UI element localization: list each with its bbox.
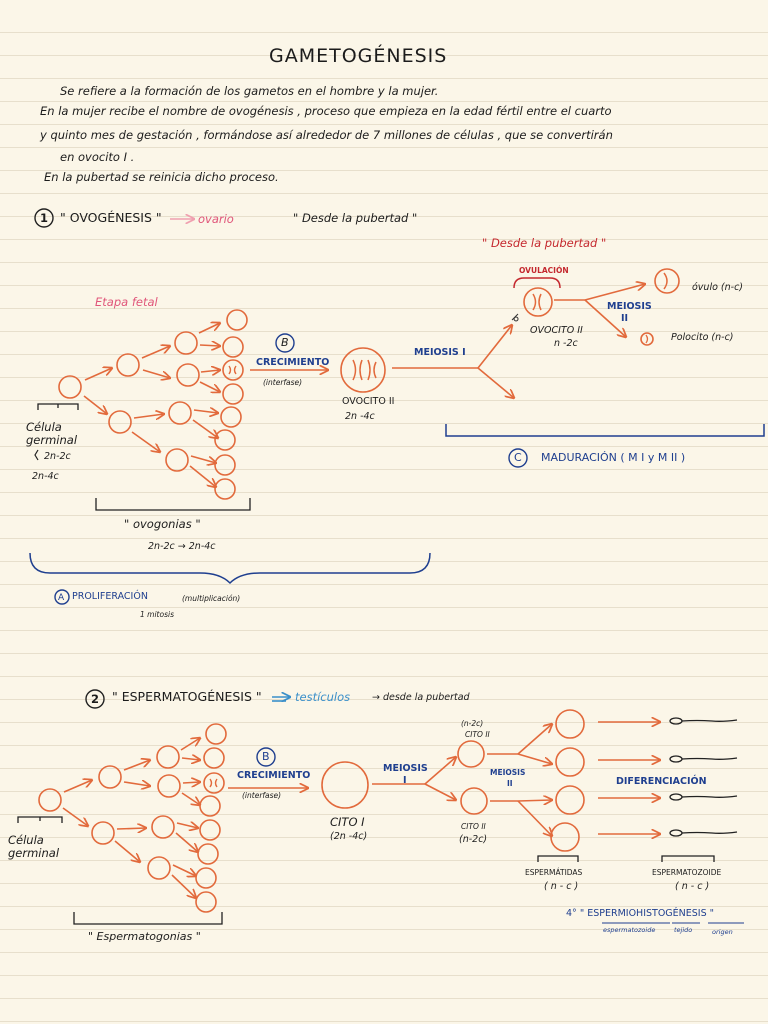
- spermatid-label: ESPERMÁTIDAS: [525, 868, 583, 877]
- testiculos-label: testículos: [295, 690, 351, 704]
- meiosis-1-label: MEIOSIS: [383, 763, 428, 774]
- intro-line: En la mujer recibe el nombre de ovogénesis , proceso que empieza en la edad fértil entre el cuarto: [40, 104, 612, 118]
- ovocyte-2: [524, 288, 552, 316]
- intro-line: Se refiere a la formación de los gametos en el hombre y la mujer.: [60, 84, 439, 98]
- ovulation-label: OVULACIÓN: [519, 266, 569, 275]
- ovocyte-1-ploidy: 2n -4c: [345, 411, 375, 422]
- ovocyte-1-label: OVOCITO II: [342, 396, 395, 407]
- spermatid-ploidy: ( n - c ): [544, 881, 579, 892]
- oogonia-cell: [223, 337, 243, 357]
- spermatozoon: [670, 718, 682, 724]
- spermatogonia-cell: [157, 746, 179, 768]
- meiosis-2-label: MEIOSIS: [490, 768, 526, 777]
- spermatozoon: [670, 756, 682, 762]
- spermiohistogenesis-sub: tejido: [674, 926, 693, 934]
- meiosis-1-num: I: [403, 775, 407, 786]
- arrow: [84, 396, 107, 414]
- spermatogonia-cell: [200, 796, 220, 816]
- spermatocyte-2-ploidy: (n-2c): [461, 719, 484, 728]
- spermatid: [556, 786, 584, 814]
- spermatogonia-cell: [206, 724, 226, 744]
- germ-cell-label: germinal: [8, 846, 60, 860]
- germ-cell-label: Célula: [26, 420, 62, 434]
- since-puberty: → desde la pubertad: [372, 692, 470, 703]
- spermatocyte-2: [458, 741, 484, 767]
- phase-a-sub: 1 mitosis: [140, 610, 174, 619]
- phase-c-bracket: [446, 424, 764, 436]
- oogonia-ploidy: 2n-2c → 2n-4c: [148, 541, 216, 552]
- oogonia-cell: [109, 411, 131, 433]
- oogonia-cell: [223, 360, 243, 380]
- germ-ploidy: 2n-4c: [32, 471, 59, 482]
- oogonia-cell: [117, 354, 139, 376]
- phase-b-label: CRECIMIENTO: [256, 357, 330, 368]
- germ-cell-label: Célula: [8, 833, 44, 847]
- arrow: [85, 368, 112, 380]
- fetal-stage-label: Etapa fetal: [95, 295, 158, 309]
- germ-cell: [59, 376, 81, 398]
- phase-c-letter: C: [514, 451, 522, 464]
- spermiohistogenesis-sub: espermatozoide: [603, 926, 656, 934]
- polocyte-label: Polocito (n-c): [671, 332, 734, 343]
- oogonia-cell: [175, 332, 197, 354]
- spermatocyte-1: [322, 762, 368, 808]
- oogonia-cell: [223, 384, 243, 404]
- spermatozoon: [670, 830, 682, 836]
- ovum-label: óvulo (n-c): [692, 282, 744, 293]
- step-number: 2: [91, 692, 100, 706]
- spermatocyte-2-ploidy: (n-2c): [459, 834, 488, 845]
- spermatogonia-cell: [99, 766, 121, 788]
- since-puberty-red: " Desde la pubertad ": [482, 236, 607, 250]
- spermatogonia-cell: [204, 773, 224, 793]
- spermatozoon-label: ESPERMATOZOIDE: [652, 868, 722, 877]
- spermatocyte-2-label: CITO II: [465, 730, 490, 739]
- oogonia-cell: [215, 479, 235, 499]
- meiosis-2-num: II: [507, 779, 513, 788]
- spermatid: [551, 823, 579, 851]
- spermatid: [556, 748, 584, 776]
- ovario-label: ovario: [198, 212, 234, 226]
- meiosis-2-num: II: [621, 313, 629, 324]
- spermiohistogenesis-label: 4° " ESPERMIOHISTOGÉNESIS ": [566, 908, 715, 919]
- phase-b-note: (interfase): [263, 378, 303, 387]
- ovocyte-2-ploidy: n -2c: [554, 338, 578, 349]
- phase-a-bracket: [30, 553, 430, 583]
- phase-a-label: PROLIFERACIÓN: [72, 591, 148, 602]
- spermatogonia-cell: [196, 868, 216, 888]
- oogonia-cell: [215, 455, 235, 475]
- meiosis-1-label: MEIOSIS I: [414, 347, 466, 358]
- phase-a-note: (multiplicación): [182, 594, 241, 603]
- spermatocyte-1-ploidy: (2n -4c): [330, 831, 368, 842]
- phase-a-letter: A: [58, 593, 65, 603]
- intro-line: y quinto mes de gestación , formándose así alrededor de 7 millones de células , que se convertirán: [40, 128, 613, 142]
- phase-b-letter: B: [262, 750, 270, 763]
- spermatogonia-cell: [158, 775, 180, 797]
- spermatocyte-2-label: CITO II: [461, 822, 486, 831]
- phase-b-note: (interfase): [242, 791, 282, 800]
- spermatogonia-cell: [196, 892, 216, 912]
- spermatocyte-2: [461, 788, 487, 814]
- germ-cell: [39, 789, 61, 811]
- intro-line: En la pubertad se reinicia dicho proceso.: [44, 170, 279, 184]
- spermatogonia-cell: [198, 844, 218, 864]
- page-title: GAMETOGÉNESIS: [269, 45, 448, 67]
- differentiation-label: DIFERENCIACIÓN: [616, 776, 707, 787]
- oogonia-cell: [166, 449, 188, 471]
- phase-c-label: MADURACIÓN ( M I y M II ): [541, 451, 686, 464]
- spermatozoon: [670, 794, 682, 800]
- phase-b-label: CRECIMIENTO: [237, 770, 311, 781]
- spermatogonia-cell: [92, 822, 114, 844]
- spermatogenesis-heading: " ESPERMATOGÉNESIS ": [112, 689, 262, 704]
- step-number: 1: [40, 211, 49, 225]
- spermatozoon-ploidy: ( n - c ): [675, 881, 710, 892]
- spermatogonia-cell: [204, 748, 224, 768]
- since-puberty: " Desde la pubertad ": [293, 211, 418, 225]
- spermatogonia-label: " Espermatogonias ": [88, 930, 201, 943]
- spermiohistogenesis-sub: origen: [712, 928, 733, 936]
- oogonia-cell: [215, 430, 235, 450]
- phase-b-letter: B: [281, 336, 289, 349]
- spermatid: [556, 710, 584, 738]
- spermatogonia-cell: [200, 820, 220, 840]
- ovulation-bracket: [514, 278, 560, 288]
- spermatogonia-cell: [152, 816, 174, 838]
- spermatocyte-1-label: CITO I: [330, 815, 365, 829]
- oogonia-cell: [221, 407, 241, 427]
- spermatogonia-cell: [148, 857, 170, 879]
- oogonia-cell: [227, 310, 247, 330]
- ovogenesis-heading: " OVOGÉNESIS ": [60, 210, 162, 225]
- oogonia-cell: [169, 402, 191, 424]
- germ-cell-label: germinal: [26, 433, 78, 447]
- intro-line: en ovocito I .: [60, 150, 135, 164]
- meiosis-2-label: MEIOSIS: [607, 301, 652, 312]
- ovocyte-2-label: OVOCITO II: [530, 325, 583, 336]
- oogonia-label: " ovogonias ": [124, 517, 201, 531]
- germ-ploidy: 2n-2c: [44, 451, 71, 462]
- ovocyte-1: [341, 348, 385, 392]
- oogonia-cell: [177, 364, 199, 386]
